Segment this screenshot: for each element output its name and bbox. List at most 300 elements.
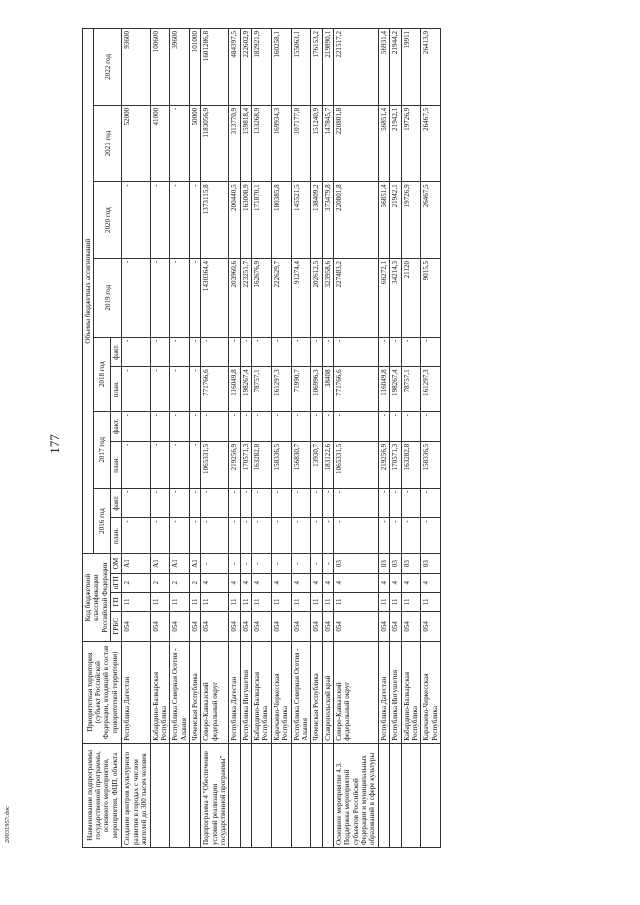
cell-name: [378, 743, 389, 847]
cell-y22: 221517,2: [333, 29, 378, 106]
cell-y21: 313770,9: [229, 105, 240, 182]
cell-gp: 11: [150, 592, 170, 611]
cell-p18: 71990,7: [291, 367, 311, 412]
cell-f18: -: [390, 337, 401, 367]
cell-f18: -: [271, 337, 291, 367]
cell-om: 03: [378, 554, 389, 573]
cell-gp: 11: [252, 592, 272, 611]
cell-f18: -: [401, 337, 421, 367]
cell-y20: -: [150, 182, 170, 259]
cell-y20: 56851,4: [378, 182, 389, 259]
cell-gp: 11: [291, 592, 311, 611]
col-name-header: Наименование подпрограммы государственной программы, основного мероприятия, мероприятия, ФЦП, объекта: [83, 743, 122, 847]
fact-2017-header: факт.: [111, 412, 122, 442]
cell-p16: -: [252, 518, 272, 554]
cell-y19: 91274,4: [291, 258, 311, 337]
cell-name: [252, 743, 272, 847]
budget-table: [82, 28, 441, 848]
cell-y22: 93600: [122, 29, 150, 106]
cell-y19: 9015,5: [421, 258, 441, 337]
cell-p16: -: [401, 518, 421, 554]
cell-f16: -: [322, 488, 333, 518]
cell-om: -: [201, 554, 229, 573]
cell-grbs: 054: [378, 611, 389, 641]
table-row: [421, 29, 441, 848]
table-row: [170, 29, 190, 848]
cell-territory: Кабардино-Балкарская Республика: [401, 641, 421, 743]
cell-territory: Республика Ингушетия: [240, 641, 251, 743]
cell-f17: -: [421, 412, 441, 442]
table-row: [401, 29, 421, 848]
cell-y19: 223251,7: [240, 258, 251, 337]
cell-grbs: 054: [201, 611, 229, 641]
cell-f17: -: [390, 412, 401, 442]
cell-name: [401, 743, 421, 847]
cell-pgp: 4: [333, 573, 378, 592]
cell-f16: -: [252, 488, 272, 518]
cell-p16: -: [378, 518, 389, 554]
cell-territory: Северо-Кавказский федеральный округ: [333, 641, 378, 743]
cell-grbs: 054: [401, 611, 421, 641]
document-footer: 20031957.doc: [4, 805, 11, 843]
cell-om: А1: [170, 554, 190, 573]
table-row: [322, 29, 333, 848]
cell-gp: 11: [201, 592, 229, 611]
table-row: [189, 29, 200, 848]
cell-p17: 219256,9: [229, 441, 240, 488]
cell-p16: -: [421, 518, 441, 554]
cell-pgp: 2: [189, 573, 200, 592]
cell-y21: 133268,9: [252, 105, 272, 182]
col-territory-header: Приоритетная территория (субъект Российской Федерации, входящий в состав приоритетной территории): [83, 641, 122, 743]
cell-p16: -: [229, 518, 240, 554]
cell-f18: -: [150, 337, 170, 367]
cell-f18: -: [240, 337, 251, 367]
cell-territory: Северо-Кавказский федеральный округ: [201, 641, 229, 743]
cell-f16: -: [201, 488, 229, 518]
cell-om: 03: [333, 554, 378, 573]
cell-om: -: [252, 554, 272, 573]
cell-territory: Республика Северная Осетия - Алания: [291, 641, 311, 743]
cell-f16: -: [189, 488, 200, 518]
cell-f18: -: [252, 337, 272, 367]
cell-territory: Ставропольский край: [322, 641, 333, 743]
cell-om: А1: [122, 554, 150, 573]
cell-territory: Кабардино-Балкарская Республика: [150, 641, 170, 743]
cell-f18: -: [229, 337, 240, 367]
cell-f17: -: [291, 412, 311, 442]
cell-y22: 101000: [189, 29, 200, 106]
plan-2017-header: план.: [111, 441, 122, 488]
table-row: [390, 29, 401, 848]
cell-f18: -: [322, 337, 333, 367]
cell-y22: 26413,9: [421, 29, 441, 106]
cell-y20: 21942,1: [390, 182, 401, 259]
cell-p17: 13930,7: [311, 441, 322, 488]
cell-gp: 11: [390, 592, 401, 611]
cell-f17: -: [322, 412, 333, 442]
cell-pgp: 4: [201, 573, 229, 592]
cell-f17: -: [189, 412, 200, 442]
cell-pgp: 4: [311, 573, 322, 592]
cell-y19: -: [122, 258, 150, 337]
cell-y19: 1430364,4: [201, 258, 229, 337]
cell-p17: 158336,5: [271, 441, 291, 488]
cell-gp: 11: [401, 592, 421, 611]
cell-y20: -: [189, 182, 200, 259]
table-row: [271, 29, 291, 848]
kbk-pgp-header: пГП: [111, 573, 122, 592]
cell-y22: 39600: [170, 29, 190, 106]
cell-p17: 1065331,5: [201, 441, 229, 488]
cell-p16: -: [311, 518, 322, 554]
cell-territory: Карачаево-Черкесская Республика: [421, 641, 441, 743]
cell-name: [170, 743, 190, 847]
cell-name: [291, 743, 311, 847]
cell-name: [390, 743, 401, 847]
cell-p16: -: [322, 518, 333, 554]
year-2020-header: 2020 год: [94, 182, 122, 259]
cell-f17: -: [201, 412, 229, 442]
cell-y22: 100600: [150, 29, 170, 106]
cell-f16: -: [378, 488, 389, 518]
cell-p18: 116049,8: [229, 367, 240, 412]
cell-p16: -: [189, 518, 200, 554]
year-2017-header: 2017 год: [94, 412, 111, 489]
cell-f16: -: [122, 488, 150, 518]
cell-y22: 56931,4: [378, 29, 389, 106]
cell-p16: -: [333, 518, 378, 554]
cell-y21: 151240,9: [311, 105, 322, 182]
cell-pgp: 4: [390, 573, 401, 592]
table-row: [201, 29, 229, 848]
cell-y21: 169934,3: [271, 105, 291, 182]
cell-gp: 11: [271, 592, 291, 611]
cell-territory: Республика Ингушетия: [390, 641, 401, 743]
cell-p18: 78757,1: [401, 367, 421, 412]
cell-om: А1: [150, 554, 170, 573]
year-2016-header: 2016 год: [94, 488, 111, 554]
cell-p17: -: [189, 441, 200, 488]
cell-grbs: 054: [271, 611, 291, 641]
cell-y19: -: [170, 258, 190, 337]
cell-name: [150, 743, 170, 847]
cell-territory: Чеченская Республика: [189, 641, 200, 743]
cell-p16: -: [170, 518, 190, 554]
cell-p16: -: [201, 518, 229, 554]
cell-om: -: [322, 554, 333, 573]
cell-grbs: 054: [252, 611, 272, 641]
cell-y22: 484397,5: [229, 29, 240, 106]
cell-territory: Республика Дагестан: [122, 641, 150, 743]
cell-y19: 222629,7: [271, 258, 291, 337]
cell-p18: -: [150, 367, 170, 412]
cell-p18: 38408: [322, 367, 333, 412]
cell-name: [271, 743, 291, 847]
cell-pgp: 2: [150, 573, 170, 592]
table-row: [333, 29, 378, 848]
cell-p16: -: [122, 518, 150, 554]
cell-f18: -: [189, 337, 200, 367]
cell-pgp: 4: [240, 573, 251, 592]
cell-name: [311, 743, 322, 847]
kbk-om-header: ОМ: [111, 554, 122, 573]
cell-f18: -: [378, 337, 389, 367]
cell-f16: -: [170, 488, 190, 518]
cell-name: Подпрограмма 4 "Обеспечение условий реализации государственной программы": [201, 743, 229, 847]
cell-f16: -: [421, 488, 441, 518]
cell-y19: -: [150, 258, 170, 337]
cell-f17: -: [122, 412, 150, 442]
year-2018-header: 2018 год: [94, 337, 111, 411]
cell-y21: 21942,1: [390, 105, 401, 182]
cell-gp: 11: [189, 592, 200, 611]
cell-y20: 138409,2: [311, 182, 322, 259]
cell-name: Основное мероприятие 4.3. Поддержка мероприятий субъектов Российской Федерации и муниципальных образований в сфере культуры: [333, 743, 378, 847]
cell-territory: Республика Дагестан: [378, 641, 389, 743]
cell-pgp: 2: [122, 573, 150, 592]
cell-y21: 220801,8: [333, 105, 378, 182]
cell-y19: -: [189, 258, 200, 337]
cell-y20: 1373115,8: [201, 182, 229, 259]
year-2019-header: 2019 год: [94, 258, 122, 337]
cell-p18: -: [170, 367, 190, 412]
cell-p17: 163282,8: [401, 441, 421, 488]
header-row-1: [83, 29, 94, 848]
cell-y22: 1601286,8: [201, 29, 229, 106]
table-row: [252, 29, 272, 848]
cell-y20: 163008,9: [240, 182, 251, 259]
cell-p18: 771766,6: [201, 367, 229, 412]
cell-p17: 163282,8: [252, 441, 272, 488]
cell-p18: -: [189, 367, 200, 412]
fact-2016-header: факт.: [111, 488, 122, 518]
cell-gp: 11: [122, 592, 150, 611]
cell-p17: 156830,7: [291, 441, 311, 488]
year-2021-header: 2021 год: [94, 105, 122, 182]
cell-pgp: 4: [421, 573, 441, 592]
cell-p16: -: [150, 518, 170, 554]
cell-p17: 158336,5: [421, 441, 441, 488]
cell-f17: -: [271, 412, 291, 442]
cell-p18: -: [122, 367, 150, 412]
cell-gp: 11: [333, 592, 378, 611]
cell-f16: -: [401, 488, 421, 518]
cell-y19: 34214,3: [390, 258, 401, 337]
cell-f16: -: [390, 488, 401, 518]
table-body: [122, 29, 441, 848]
cell-y19: 227483,2: [333, 258, 378, 337]
cell-f17: -: [378, 412, 389, 442]
cell-grbs: 054: [150, 611, 170, 641]
cell-f16: -: [150, 488, 170, 518]
rotated-table-wrapper: [82, 28, 638, 848]
cell-om: 03: [390, 554, 401, 573]
cell-p18: 198267,4: [240, 367, 251, 412]
table-row: [122, 29, 150, 848]
cell-p16: -: [271, 518, 291, 554]
cell-y22: 219890,1: [322, 29, 333, 106]
cell-gp: 11: [311, 592, 322, 611]
cell-p17: 1065331,5: [333, 441, 378, 488]
cell-om: -: [229, 554, 240, 573]
cell-y21: 1183056,9: [201, 105, 229, 182]
cell-territory: Кабардино-Балкарская Республика: [252, 641, 272, 743]
cell-pgp: 4: [229, 573, 240, 592]
cell-f16: -: [291, 488, 311, 518]
cell-p17: -: [122, 441, 150, 488]
cell-grbs: 054: [333, 611, 378, 641]
cell-y21: 50000: [189, 105, 200, 182]
cell-y19: 21120: [401, 258, 421, 337]
table-row: [311, 29, 322, 848]
kbk-gp-header: ГП: [111, 592, 122, 611]
cell-territory: Чеченская Республика: [311, 641, 322, 743]
plan-2018-header: план.: [111, 367, 122, 412]
cell-f18: -: [333, 337, 378, 367]
cell-y19: 66272,1: [378, 258, 389, 337]
cell-y20: 19726,9: [401, 182, 421, 259]
table-row: [291, 29, 311, 848]
cell-y20: 180385,8: [271, 182, 291, 259]
cell-territory: Республика Северная Осетия - Алания: [170, 641, 190, 743]
cell-y22: 176153,2: [311, 29, 322, 106]
cell-p16: -: [240, 518, 251, 554]
cell-y21: 41000: [150, 105, 170, 182]
cell-grbs: 054: [170, 611, 190, 641]
fact-2018-header: факт.: [111, 337, 122, 367]
page-number: 177: [47, 434, 62, 454]
plan-2016-header: план.: [111, 518, 122, 554]
cell-y21: 56851,4: [378, 105, 389, 182]
cell-name: [421, 743, 441, 847]
cell-f17: -: [252, 412, 272, 442]
cell-grbs: 054: [390, 611, 401, 641]
cell-gp: 11: [229, 592, 240, 611]
cell-y21: 26467,5: [421, 105, 441, 182]
cell-f17: -: [170, 412, 190, 442]
cell-f18: -: [201, 337, 229, 367]
cell-f16: -: [271, 488, 291, 518]
cell-p17: -: [150, 441, 170, 488]
cell-territory: Карачаево-Черкесская Республика: [271, 641, 291, 743]
cell-p18: 106996,3: [311, 367, 322, 412]
cell-p18: 198267,4: [390, 367, 401, 412]
cell-gp: 11: [421, 592, 441, 611]
cell-grbs: 054: [421, 611, 441, 641]
cell-p17: 219256,9: [378, 441, 389, 488]
cell-name: [189, 743, 200, 847]
cell-p18: 116049,8: [378, 367, 389, 412]
cell-p17: 170571,3: [240, 441, 251, 488]
cell-grbs: 054: [291, 611, 311, 641]
cell-y19: 203960,6: [229, 258, 240, 337]
cell-om: А1: [189, 554, 200, 573]
cell-y20: 26467,5: [421, 182, 441, 259]
cell-om: -: [311, 554, 322, 573]
col-kbk-header: Код бюджетной классификации Российской Федерации: [83, 554, 111, 641]
cell-pgp: 4: [401, 573, 421, 592]
cell-grbs: 054: [189, 611, 200, 641]
cell-y21: 107177,8: [291, 105, 311, 182]
cell-pgp: 4: [252, 573, 272, 592]
cell-y21: 147845,7: [322, 105, 333, 182]
cell-p18: 771766,6: [333, 367, 378, 412]
cell-p16: -: [291, 518, 311, 554]
cell-f17: -: [311, 412, 322, 442]
cell-f18: -: [170, 337, 190, 367]
cell-grbs: 054: [229, 611, 240, 641]
cell-y21: 159818,4: [240, 105, 251, 182]
col-volumes-header: Объемы бюджетных ассигнований: [83, 29, 94, 554]
cell-f16: -: [229, 488, 240, 518]
cell-y22: 182921,9: [252, 29, 272, 106]
cell-p17: 170571,3: [390, 441, 401, 488]
cell-y20: -: [170, 182, 190, 259]
cell-territory: Республика Дагестан: [229, 641, 240, 743]
cell-y20: 171870,1: [252, 182, 272, 259]
cell-y19: 202612,5: [311, 258, 322, 337]
cell-p17: -: [170, 441, 190, 488]
cell-om: -: [271, 554, 291, 573]
cell-om: 03: [421, 554, 441, 573]
cell-f17: -: [229, 412, 240, 442]
cell-p18: 161297,3: [271, 367, 291, 412]
table-row: [378, 29, 389, 848]
table-row: [150, 29, 170, 848]
cell-grbs: 054: [122, 611, 150, 641]
cell-gp: 11: [322, 592, 333, 611]
cell-y20: 373479,8: [322, 182, 333, 259]
cell-y20: 145521,5: [291, 182, 311, 259]
cell-gp: 11: [240, 592, 251, 611]
cell-y21: -: [170, 105, 190, 182]
cell-y19: 162676,9: [252, 258, 272, 337]
cell-om: -: [240, 554, 251, 573]
kbk-grbs-header: ГРБС: [111, 611, 122, 641]
year-2022-header: 2022 год: [94, 29, 122, 106]
cell-name: [240, 743, 251, 847]
cell-f17: -: [401, 412, 421, 442]
cell-y22: 155063,1: [291, 29, 311, 106]
cell-f17: -: [240, 412, 251, 442]
cell-gp: 11: [170, 592, 190, 611]
cell-f18: -: [291, 337, 311, 367]
cell-p18: 161297,3: [421, 367, 441, 412]
cell-f16: -: [333, 488, 378, 518]
table-row: [229, 29, 240, 848]
cell-grbs: 054: [322, 611, 333, 641]
cell-om: -: [291, 554, 311, 573]
cell-y20: 200440,5: [229, 182, 240, 259]
cell-f16: -: [240, 488, 251, 518]
table-row: [240, 29, 251, 848]
cell-pgp: 4: [378, 573, 389, 592]
cell-y22: 222602,9: [240, 29, 251, 106]
cell-p18: 78757,1: [252, 367, 272, 412]
cell-y20: 220801,8: [333, 182, 378, 259]
cell-pgp: 4: [271, 573, 291, 592]
cell-p17: 183122,6: [322, 441, 333, 488]
cell-name: [322, 743, 333, 847]
cell-y21: 19726,9: [401, 105, 421, 182]
cell-f16: -: [311, 488, 322, 518]
cell-f18: -: [311, 337, 322, 367]
cell-y22: 160258,1: [271, 29, 291, 106]
cell-grbs: 054: [240, 611, 251, 641]
cell-y21: 52000: [122, 105, 150, 182]
cell-pgp: 4: [291, 573, 311, 592]
